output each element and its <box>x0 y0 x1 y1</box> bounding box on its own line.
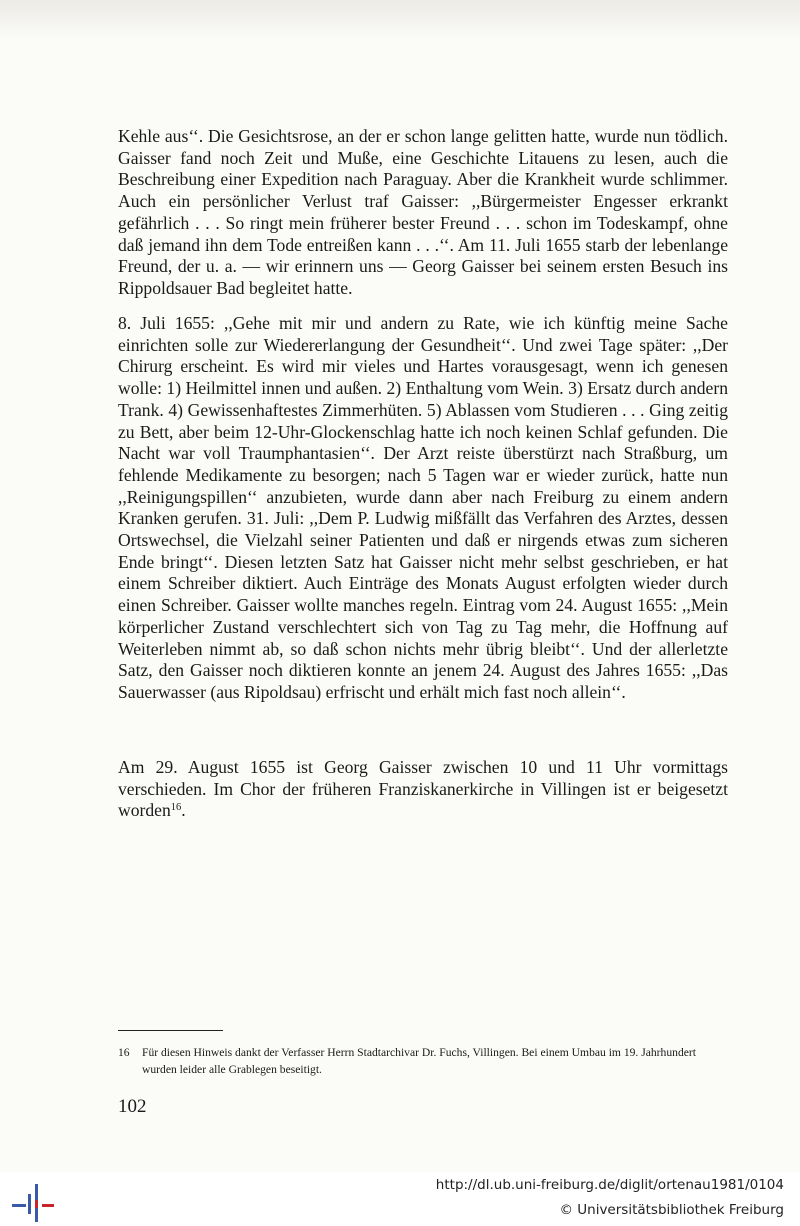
paragraph-2: 8. Juli 1655: ,,Gehe mit mir und andern zu Rate, wie ich künftig meine Sache einrichten solle zur Wiedererlangung der Gesundheit‘‘. Und zwei Tage später: ,,Der Chirurg erscheint. Es wird mir vieles und Hartes vorausgesagt, wenn ich genesen wolle: 1) Heilmittel innen und außen. 2) Enthaltung vom Wein. 3) Ersatz durch andern Trank. 4) Gewissenhaftestes Zimmerhüten. 5) Ablassen vom Studieren . . . Ging zeitig zu Bett, aber beim 12-Uhr-Glockenschlag hatte ich noch keinen Schlaf gefunden. Die Nacht war voll Traumphantasien‘‘. Der Arzt reiste überstürzt nach Straßburg, um fehlende Medikamente zu besorgen; nach 5 Tagen war er wieder zurück, hatte nun ,,Reinigungspillen‘‘ anzubieten, wurde dann aber nach Freiburg zu einem andern Kranken gerufen. 31. Juli: ,,Dem P. Ludwig mißfällt das Verfahren des Arztes, dessen Ortswechsel, die Vielzahl seiner Patienten und daß er nirgends etwas zum sicheren Ende bringt‘‘. Diesen letzten Satz hat Gaisser nicht mehr selbst geschrieben, er hat einem Schreiber diktiert. Auch Einträge des Monats August erfolgten wieder durch einen Schreiber. Gaisser wollte manches regeln. Eintrag vom 24. August 1655: ,,Mein körperlicher Zustand verschlechtert sich von Tag zu Tag mehr, die Hoffnung auf Weiterleben nimmt ab, so daß schon nichts mehr übrig bleibt‘‘. Und der allerletzte Satz, den Gaisser noch diktieren konnte an jenem 24. August des Jahres 1655: ,,Das Sauerwasser (aus Ripoldsau) erfrischt und erhält mich fast noch allein‘‘. <box>118 313 728 702</box>
viewer-footer <box>0 1172 800 1226</box>
page-number: 102 <box>118 1096 147 1117</box>
footnote-text: Für diesen Hinweis dankt der Verfasser Herrn Stadtarchivar Dr. Fuchs, Villingen. Bei einem Umbau im 19. Jahrhundert wurden leider alle Grablegen beseitigt. <box>142 1046 696 1076</box>
page-url-link[interactable]: http://dl.ub.uni-freiburg.de/diglit/ortenau1981/0104 <box>435 1177 784 1193</box>
footnote <box>118 1045 730 1078</box>
paragraph-3: Am 29. August 1655 ist Georg Gaisser zwischen 10 und 11 Uhr vormittags verschieden. Im Chor der früheren Franziskanerkirche in Villingen ist er beigesetzt worden$^{16}$. <box>118 757 728 821</box>
footnote-number: 16 <box>118 1046 130 1059</box>
paragraph-3-text: Am 29. August 1655 ist Georg Gaisser zwischen 10 und 11 Uhr vormittags verschieden. Im Chor der früheren Franziskanerkirche in Villingen ist er beigesetzt worden <box>118 757 728 821</box>
paragraph-1: Kehle aus‘‘. Die Gesichtsrose, an der er schon lange gelitten hatte, wurde nun tödlich. Gaisser fand noch Zeit und Muße, eine Geschichte Litauens zu lesen, auch die Beschreibung einer Expedition nach Paraguay. Aber die Krankheit wurde schlimmer. Auch ein persönlicher Verlust traf Gaisser: ,,Bürgermeister Engesser erkrankt gefährlich . . . So ringt mein früherer bester Freund . . . schon im Todeskampf, ohne daß jemand ihn dem Tode entreißen kann . . .‘‘. Am 11. Juli 1655 starb der lebenlange Freund, der u. a. — wir erinnern uns — Georg Gaisser bei seinem ersten Besuch ins Rippoldsauer Bad begleitet hatte. <box>118 126 728 298</box>
copyright-notice: © Universitätsbibliothek Freiburg <box>559 1202 784 1218</box>
footnote-reference[interactable]: 16 <box>170 802 182 814</box>
footnote-divider <box>118 1030 223 1031</box>
university-library-logo-icon <box>10 1174 56 1222</box>
